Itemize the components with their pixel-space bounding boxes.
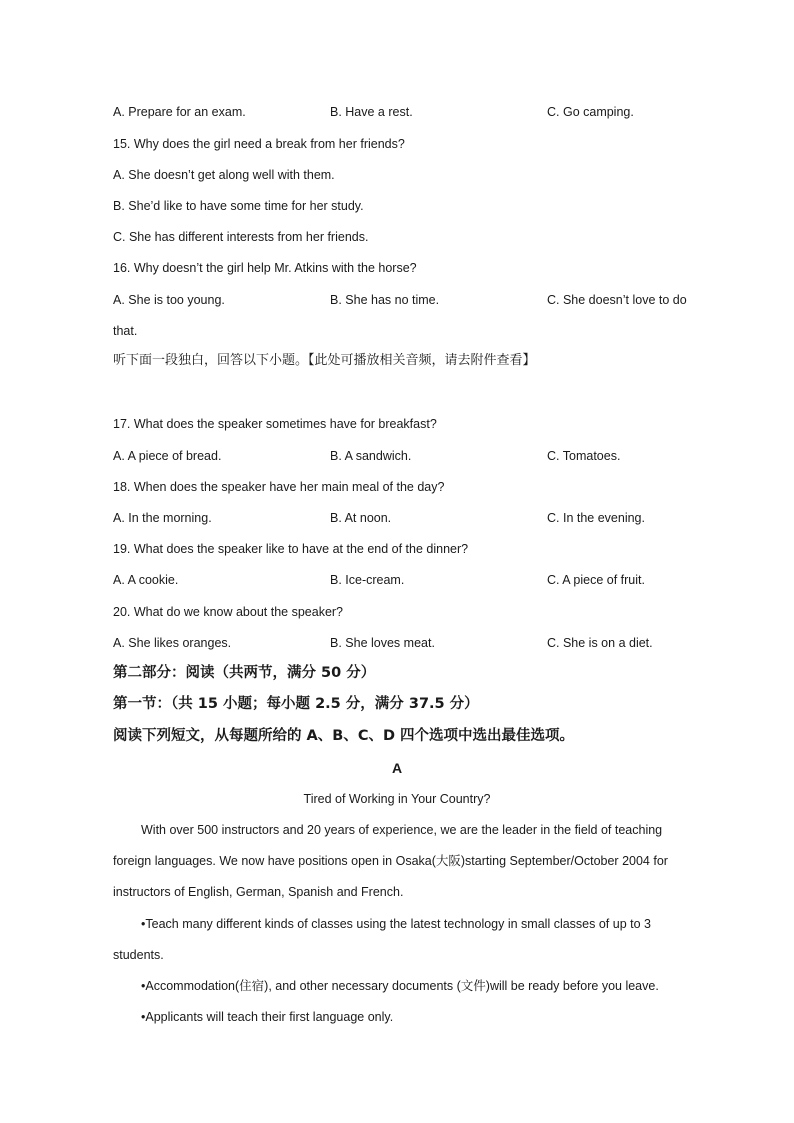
passage-title: Tired of Working in Your Country?: [303, 792, 491, 806]
paragraph-line-2: foreign languages. We now have positions open in Osaka(大阪)starting September/October 2004 for: [113, 854, 668, 868]
q19-option-c: C. A piece of fruit.: [547, 573, 645, 587]
q18-option-b: B. At noon.: [330, 511, 392, 525]
passage-label: A: [391, 760, 403, 776]
paragraph-line-1: With over 500 instructors and 20 years of experience, we are the leader in the field of teaching: [141, 823, 663, 837]
bullet-1-line-2: students.: [113, 948, 164, 962]
q19-question: 19. What does the speaker like to have at the end of the dinner?: [113, 542, 469, 556]
q17-option-a: A. A piece of bread.: [113, 449, 222, 463]
section-one-title: 第一节：（共 15 小题；每小题 2.5 分，满分 37.5 分）: [113, 696, 479, 712]
q20-option-b: B. She loves meat.: [330, 636, 435, 650]
q16-option-c: C. She doesn’t love to do: [547, 293, 687, 307]
q16-question: 16. Why doesn’t the girl help Mr. Atkins with the horse?: [113, 261, 417, 275]
part-two-title: 第二部分：阅读（共两节，满分 50 分）: [113, 665, 376, 681]
q14-option-b: B. Have a rest.: [330, 105, 413, 119]
q19-option-b: B. Ice-cream.: [330, 573, 405, 587]
q17-option-c: C. Tomatoes.: [547, 449, 621, 463]
q16-option-c-continued: that.: [113, 324, 138, 338]
monologue-instruction: 听下面一段独白，回答以下小题。【此处可播放相关音频，请去附件查看】: [113, 353, 536, 368]
q17-option-b: B. A sandwich.: [330, 449, 412, 463]
q18-option-a: A. In the morning.: [113, 511, 212, 525]
reading-instruction: 阅读下列短文，从每题所给的 A、B、C、D 四个选项中选出最佳选项。: [113, 728, 575, 744]
q15-option-b: B. She’d like to have some time for her study.: [113, 199, 364, 213]
q20-option-c: C. She is on a diet.: [547, 636, 653, 650]
bullet-3: •Applicants will teach their first language only.: [141, 1010, 394, 1024]
bullet-1-line-1: •Teach many different kinds of classes using the latest technology in small classes of up to 3: [141, 917, 651, 931]
bullet-2: •Accommodation(住宿), and other necessary documents (文件)will be ready before you leave.: [141, 979, 659, 993]
q14-option-a: A. Prepare for an exam.: [113, 105, 246, 119]
q19-option-a: A. A cookie.: [113, 573, 179, 587]
q15-question: 15. Why does the girl need a break from her friends?: [113, 137, 405, 151]
q14-option-c: C. Go camping.: [547, 105, 634, 119]
q16-option-b: B. She has no time.: [330, 293, 440, 307]
q16-option-a: A. She is too young.: [113, 293, 225, 307]
paragraph-line-3: instructors of English, German, Spanish and French.: [113, 885, 404, 899]
q20-option-a: A. She likes oranges.: [113, 636, 232, 650]
q17-question: 17. What does the speaker sometimes have for breakfast?: [113, 417, 437, 431]
q20-question: 20. What do we know about the speaker?: [113, 605, 344, 619]
q15-option-a: A. She doesn’t get along well with them.: [113, 168, 335, 182]
q18-question: 18. When does the speaker have her main meal of the day?: [113, 480, 445, 494]
q18-option-c: C. In the evening.: [547, 511, 645, 525]
q15-option-c: C. She has different interests from her friends.: [113, 230, 369, 244]
